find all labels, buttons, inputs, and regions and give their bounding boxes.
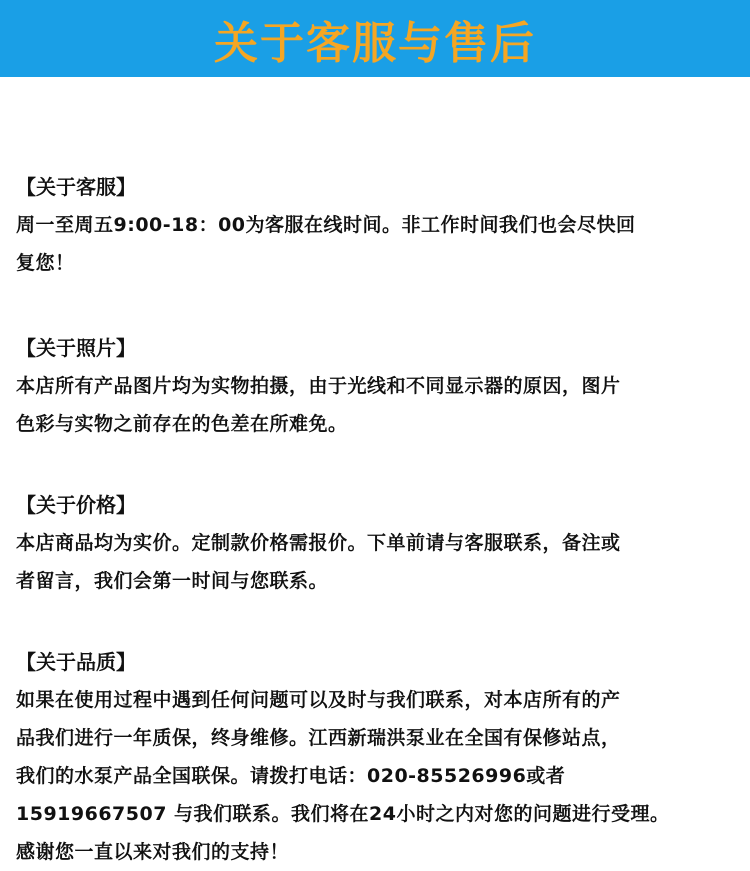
section-text-line: 如果在使用过程中遇到任何问题可以及时与我们联系，对本店所有的产 xyxy=(16,689,621,711)
section-text-line: 本店商品均为实价。定制款价格需报价。下单前请与客服联系，备注或 xyxy=(16,532,621,554)
section-heading: 【关于客服】 xyxy=(16,175,136,199)
section-text-line: 复您！ xyxy=(16,252,75,274)
section-text-line: 色彩与实物之前存在的色差在所难免。 xyxy=(16,413,348,435)
section-customer-service xyxy=(16,168,736,282)
section-text-line: 本店所有产品图片均为实物拍摄，由于光线和不同显示器的原因，图片 xyxy=(16,375,621,397)
section-text-line: 者留言，我们会第一时间与您联系。 xyxy=(16,570,329,592)
section-text-line: 周一至周五9:00-18：00为客服在线时间。非工作时间我们也会尽快回 xyxy=(16,214,636,236)
section-price xyxy=(16,486,736,600)
section-heading: 【关于价格】 xyxy=(16,493,136,517)
section-text-line: 我们的水泵产品全国联保。请拨打电话：020-85526996或者 xyxy=(16,765,566,787)
section-text-line: 品我们进行一年质保，终身维修。江西新瑞洪泵业在全国有保修站点， xyxy=(16,727,621,749)
header-banner xyxy=(0,0,750,77)
section-heading: 【关于品质】 xyxy=(16,650,136,674)
section-text-line: 感谢您一直以来对我们的支持！ xyxy=(16,841,290,863)
page-title: 关于客服与售后 xyxy=(214,17,536,69)
section-quality xyxy=(16,643,736,871)
section-heading: 【关于照片】 xyxy=(16,336,136,360)
section-photos xyxy=(16,329,736,443)
section-text-line: 15919667507 与我们联系。我们将在24小时之内对您的问题进行受理。 xyxy=(16,803,670,825)
